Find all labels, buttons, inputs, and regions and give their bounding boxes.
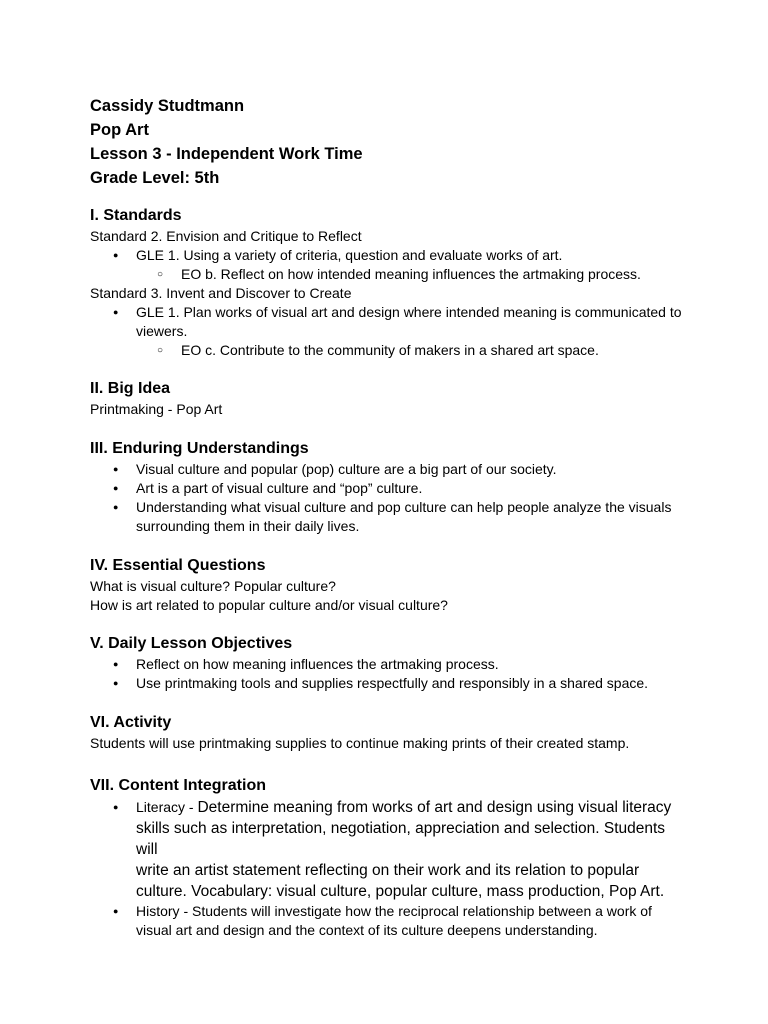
list-item-history: ● History - Students will investigate how the reciprocal relationship between a work of visual art and design and the context of its culture deepens understanding. — [90, 902, 690, 940]
activity-text: Students will use printmaking supplies to continue making prints of their created stamp. — [90, 735, 630, 751]
title-block — [90, 94, 363, 190]
author-name: Cassidy Studtmann — [90, 97, 245, 115]
list-item: ● Art is a part of visual culture and “pop” culture. — [90, 479, 690, 498]
lesson-title: Lesson 3 - Independent Work Time — [90, 145, 363, 163]
section-standards — [90, 205, 690, 360]
standard-3: Standard 3. Invent and Discover to Create — [90, 285, 352, 301]
list-item: ○ EO c. Contribute to the community of makers in a shared art space. — [90, 341, 690, 360]
list-item: ● Reflect on how meaning influences the artmaking process. — [90, 655, 690, 674]
section-heading: I. Standards — [90, 207, 182, 224]
list-item-literacy: ● Literacy - Determine meaning from works of art and design using visual literacy skills such as interpretation, negotiation, appreciation and selection. Students will write an artist statement reflecting on their work and its relation to popular culture. Vocabulary: visual culture, popular culture, mass production, Pop Art. — [90, 797, 690, 902]
section-daily-objectives — [90, 633, 690, 693]
section-activity — [90, 712, 690, 753]
standard-3-list — [90, 303, 690, 360]
section-heading: VII. Content Integration — [90, 777, 266, 794]
standard-2: Standard 2. Envision and Critique to Reflect — [90, 228, 362, 244]
section-enduring-understandings — [90, 438, 690, 536]
section-heading: II. Big Idea — [90, 380, 171, 397]
question-2: How is art related to popular culture and/or visual culture? — [90, 597, 448, 613]
question-1: What is visual culture? Popular culture? — [90, 578, 336, 594]
list-item: ● GLE 1. Using a variety of criteria, question and evaluate works of art. — [90, 246, 690, 265]
enduring-list — [90, 460, 690, 536]
section-heading: V. Daily Lesson Objectives — [90, 635, 293, 652]
list-item: ● Visual culture and popular (pop) culture are a big part of our society. — [90, 460, 690, 479]
section-big-idea — [90, 378, 690, 419]
grade-level: Grade Level: 5th — [90, 169, 220, 187]
list-item: ● Use printmaking tools and supplies respectfully and responsibly in a shared space. — [90, 674, 690, 693]
list-item: ● Understanding what visual culture and pop culture can help people analyze the visuals surrounding them in their daily lives. — [90, 498, 690, 536]
section-heading: VI. Activity — [90, 714, 172, 731]
section-content-integration — [90, 775, 690, 940]
section-essential-questions — [90, 555, 690, 615]
integration-list — [90, 797, 690, 940]
list-item: ● GLE 1. Plan works of visual art and design where intended meaning is communicated to viewers. — [90, 303, 690, 341]
unit-title: Pop Art — [90, 121, 149, 139]
big-idea-text: Printmaking - Pop Art — [90, 401, 223, 417]
section-heading: IV. Essential Questions — [90, 557, 266, 574]
section-heading: III. Enduring Understandings — [90, 440, 309, 457]
objectives-list — [90, 655, 690, 693]
literacy-label: Literacy - — [136, 799, 198, 815]
standard-2-list — [90, 246, 690, 284]
list-item: ○ EO b. Reflect on how intended meaning influences the artmaking process. — [90, 265, 690, 284]
